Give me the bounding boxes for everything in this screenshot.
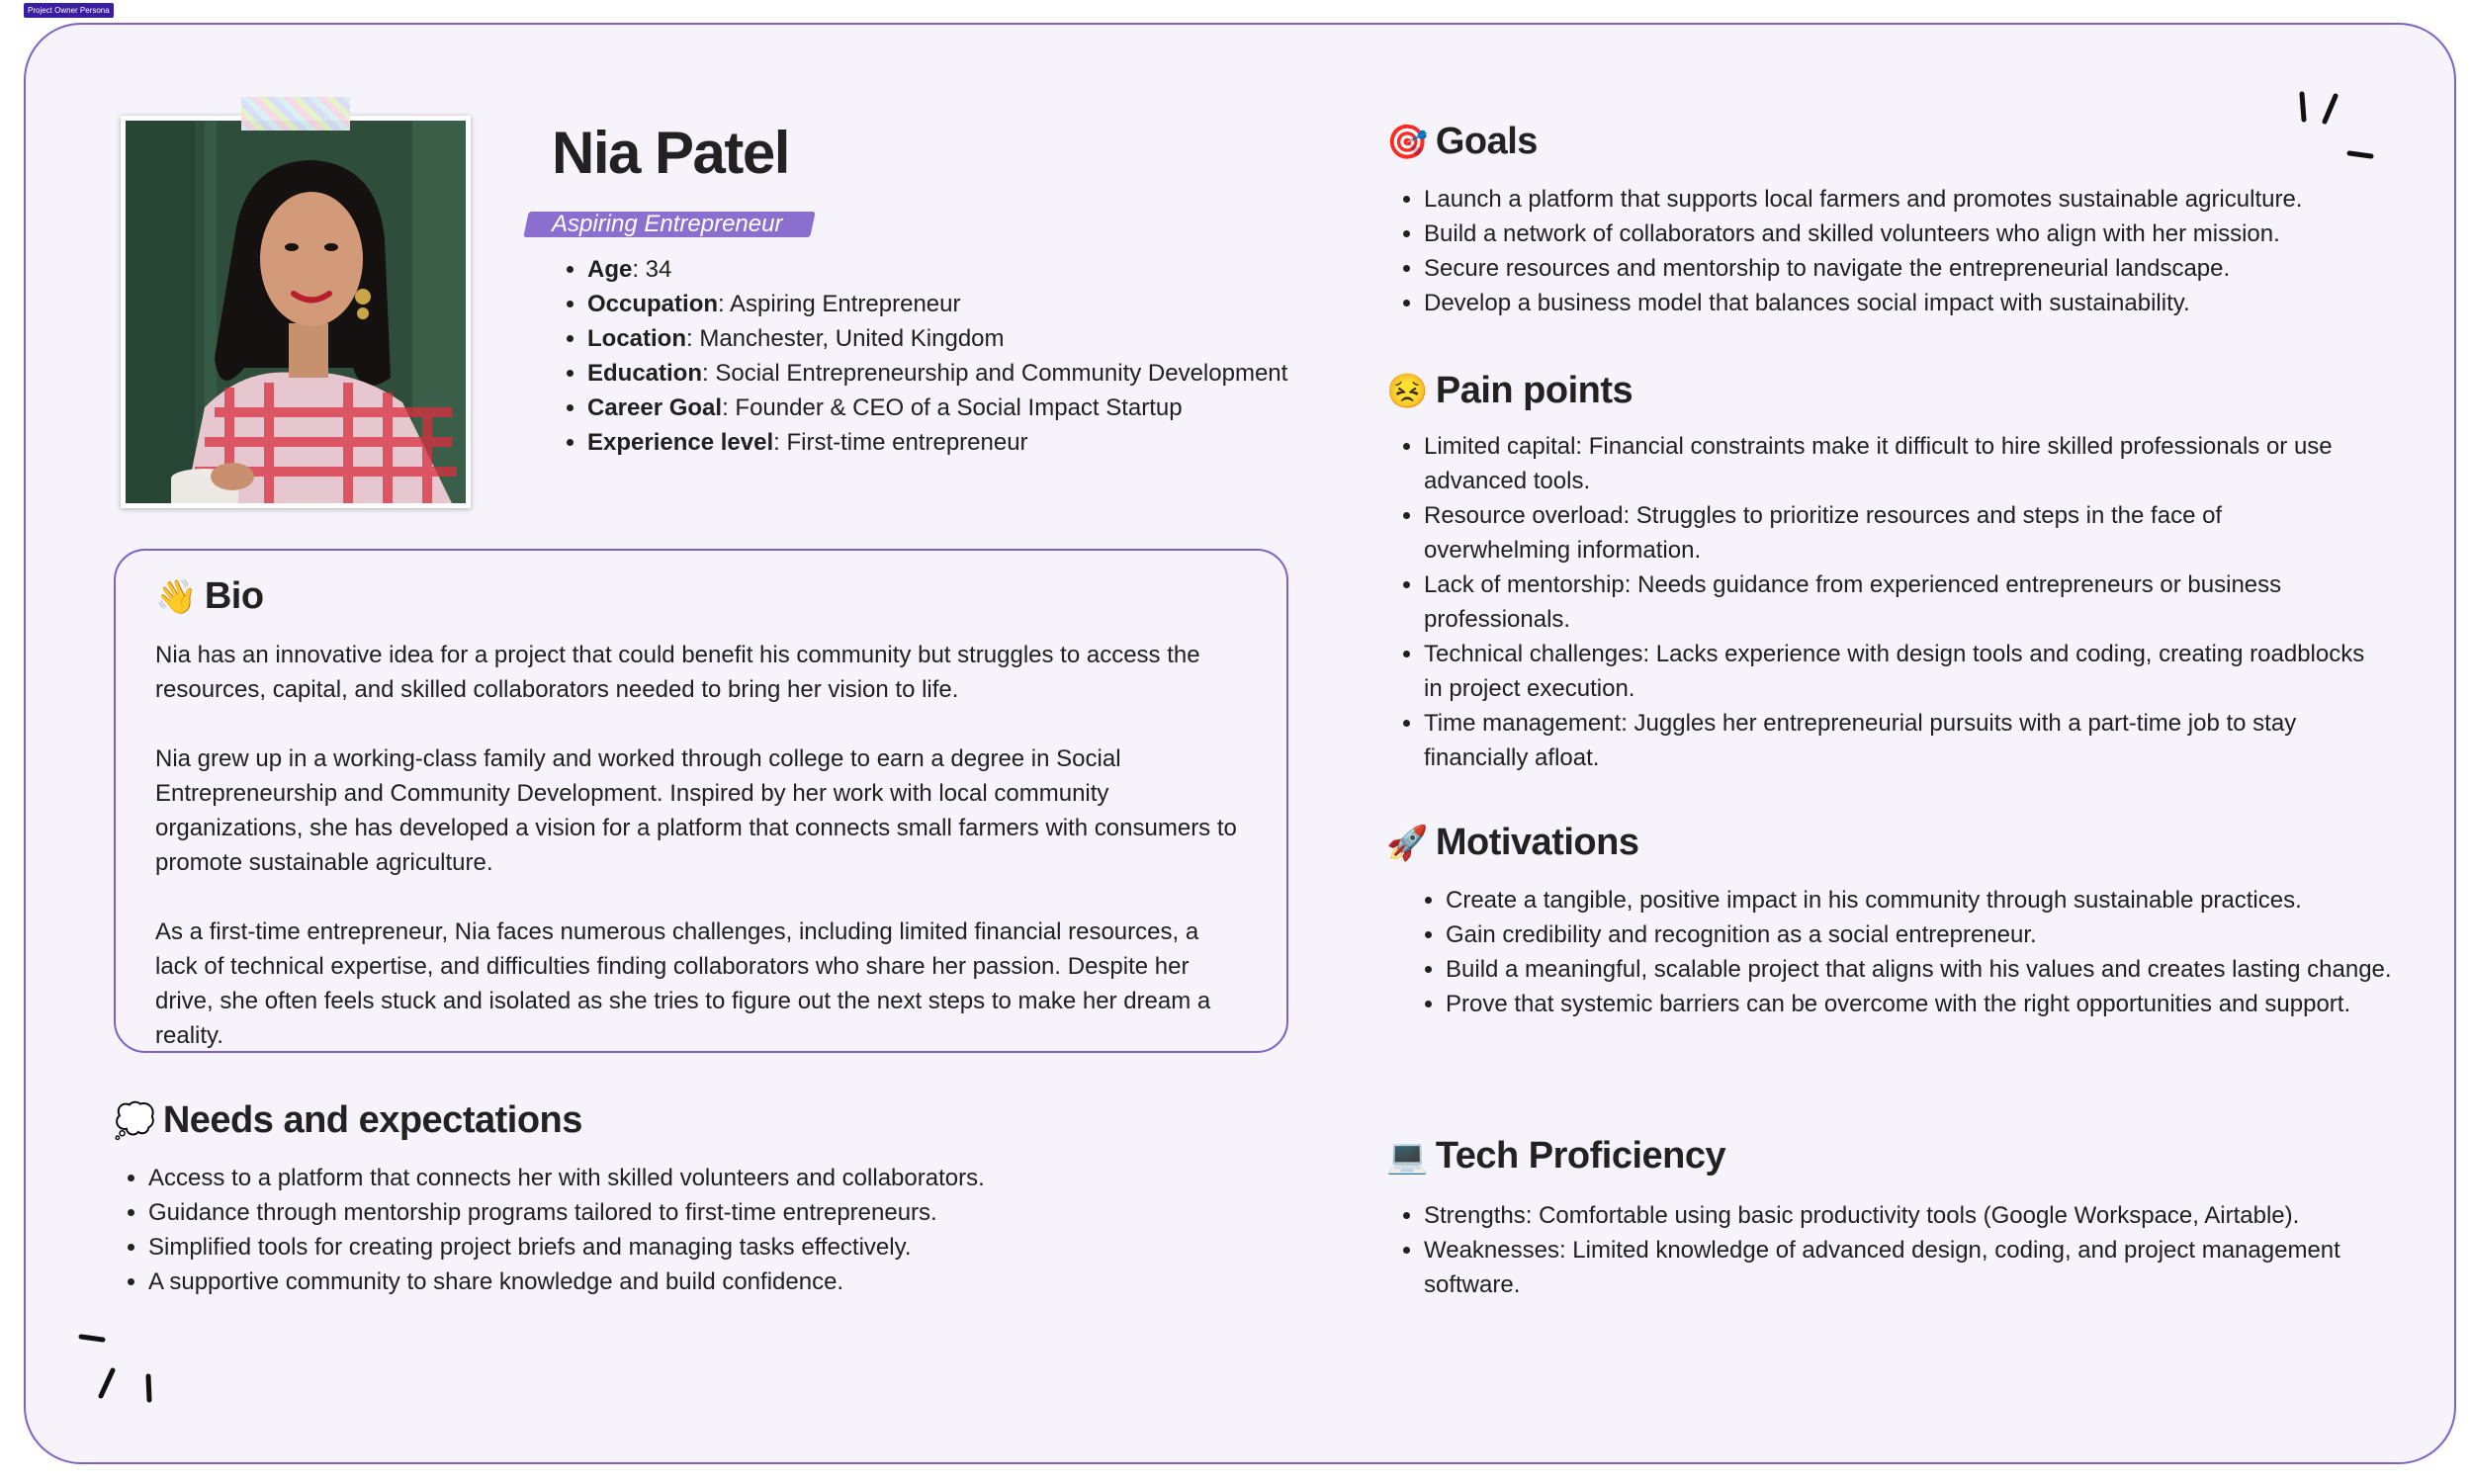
motivation-item: • Prove that systemic barriers can be overcome with the right opportunities and support. — [1446, 987, 2395, 1021]
goals-item: • Secure resources and mentorship to navigate the entrepreneurial landscape. — [1424, 251, 2413, 286]
fact-label: Occupation — [587, 291, 719, 317]
pain-point-item: • Resource overload: Struggles to prioritize resources and steps in the face of overwhelming information. — [1424, 498, 2373, 567]
persona-facts — [587, 252, 1299, 460]
fact-experience-level — [587, 425, 1299, 460]
fact-age — [587, 252, 1299, 287]
pain-point-item: • Limited capital: Financial constraints make it difficult to hire skilled professionals or use advanced tools. — [1424, 429, 2373, 498]
goals-item: • Develop a business model that balances social impact with sustainability. — [1424, 286, 2413, 320]
sparkle-doodle-bottom-left — [69, 1325, 168, 1414]
washi-tape — [241, 97, 350, 131]
fact-value: : First-time entrepreneur — [773, 429, 1028, 456]
needs-item: • Guidance through mentorship programs tailored to first-time entrepreneurs. — [148, 1195, 1236, 1230]
bio-paragraph-3: As a first-time entrepreneur, Nia faces numerous challenges, including limited financial resources, a lack of technical expertise, and difficulties finding collaborators who share her passion. Despite her drive, she often feels stuck and isolated as she tries to figure out the next steps to make her dream a reality. — [155, 918, 1211, 1049]
bio-heading — [155, 575, 264, 618]
pain-points-list — [1424, 429, 2373, 775]
pain-point-item: • Lack of mentorship: Needs guidance from experienced entrepreneurs or business professionals. — [1424, 567, 2373, 637]
sparkle-doodle-top-right — [2284, 84, 2383, 168]
goals-title: Goals — [1435, 121, 1538, 162]
needs-list — [148, 1161, 1236, 1299]
needs-heading — [114, 1099, 582, 1142]
fact-career-goal — [587, 391, 1299, 425]
fact-value: : Founder & CEO of a Social Impact Startup — [722, 394, 1183, 421]
tech-item: • Weaknesses: Limited knowledge of advanced design, coding, and project management software. — [1424, 1233, 2373, 1302]
target-icon: 🎯 — [1386, 123, 1428, 161]
goals-item: • Launch a platform that supports local farmers and promotes sustainable agriculture. — [1424, 182, 2413, 217]
tech-proficiency-title: Tech Proficiency — [1435, 1135, 1726, 1177]
fact-occupation — [587, 287, 1299, 321]
pain-point-item: • Technical challenges: Lacks experience with design tools and coding, creating roadblocks in project execution. — [1424, 637, 2373, 706]
persona-name: Nia Patel — [552, 120, 789, 186]
motivation-item: • Gain credibility and recognition as a social entrepreneur. — [1446, 917, 2395, 952]
motivation-item: • Build a meaningful, scalable project that aligns with his values and creates lasting change. — [1446, 952, 2395, 987]
goals-item: • Build a network of collaborators and skilled volunteers who align with her mission. — [1424, 217, 2413, 251]
fact-label: Education — [587, 360, 703, 387]
fact-education — [587, 356, 1299, 391]
fact-value: : 34 — [632, 256, 672, 283]
fact-location — [587, 321, 1299, 356]
goals-heading — [1386, 121, 1538, 163]
waving-hand-icon: 👋 — [155, 577, 197, 616]
fact-label: Age — [587, 256, 633, 283]
fact-value: : Social Entrepreneurship and Community Development — [702, 360, 1288, 387]
needs-title: Needs and expectations — [162, 1099, 582, 1141]
goals-list — [1424, 182, 2413, 320]
persevering-face-icon: 😣 — [1386, 372, 1428, 410]
frame-label[interactable]: Project Owner Persona — [24, 3, 114, 18]
laptop-icon: 💻 — [1386, 1137, 1428, 1176]
tech-proficiency-heading — [1386, 1135, 1725, 1178]
fact-label: Experience level — [587, 429, 774, 456]
bio-paragraph-2: Nia grew up in a working-class family and worked through college to earn a degree in Social Entrepreneurship and Community Development. Inspired by her work with local community organizations, she has developed a vision for a platform that connects small farmers with consumers to promote sustainable agriculture. — [155, 745, 1237, 876]
pain-points-heading — [1386, 370, 1633, 412]
fact-value: : Aspiring Entrepreneur — [718, 291, 961, 317]
needs-item: • Access to a platform that connects her with skilled volunteers and collaborators. — [148, 1161, 1236, 1195]
needs-item: • A supportive community to share knowledge and build confidence. — [148, 1265, 1236, 1299]
fact-label: Location — [587, 325, 686, 352]
pain-points-title: Pain points — [1435, 370, 1633, 411]
needs-item: • Simplified tools for creating project briefs and managing tasks effectively. — [148, 1230, 1236, 1265]
motivation-item: • Create a tangible, positive impact in his community through sustainable practices. — [1446, 883, 2395, 917]
persona-photo — [121, 116, 471, 508]
rocket-icon: 🚀 — [1386, 824, 1428, 862]
thought-bubble-icon: 💭 — [114, 1101, 155, 1140]
tech-item: • Strengths: Comfortable using basic productivity tools (Google Workspace, Airtable). — [1424, 1198, 2373, 1233]
tech-proficiency-list — [1424, 1198, 2373, 1302]
fact-label: Career Goal — [587, 394, 723, 421]
bio-paragraph-1: Nia has an innovative idea for a project that could benefit his community but struggles to access the resources, capital, and skilled collaborators needed to bring her vision to life. — [155, 642, 1200, 703]
role-tag: Aspiring Entrepreneur — [552, 211, 783, 237]
bio-title: Bio — [204, 575, 264, 617]
motivations-heading — [1386, 822, 1638, 864]
fact-value: : Manchester, United Kingdom — [686, 325, 1005, 352]
motivations-list — [1446, 883, 2395, 1021]
portrait-illustration — [126, 121, 466, 503]
motivations-title: Motivations — [1435, 822, 1639, 863]
pain-point-item: • Time management: Juggles her entrepreneurial pursuits with a part-time job to stay financially afloat. — [1424, 706, 2373, 775]
